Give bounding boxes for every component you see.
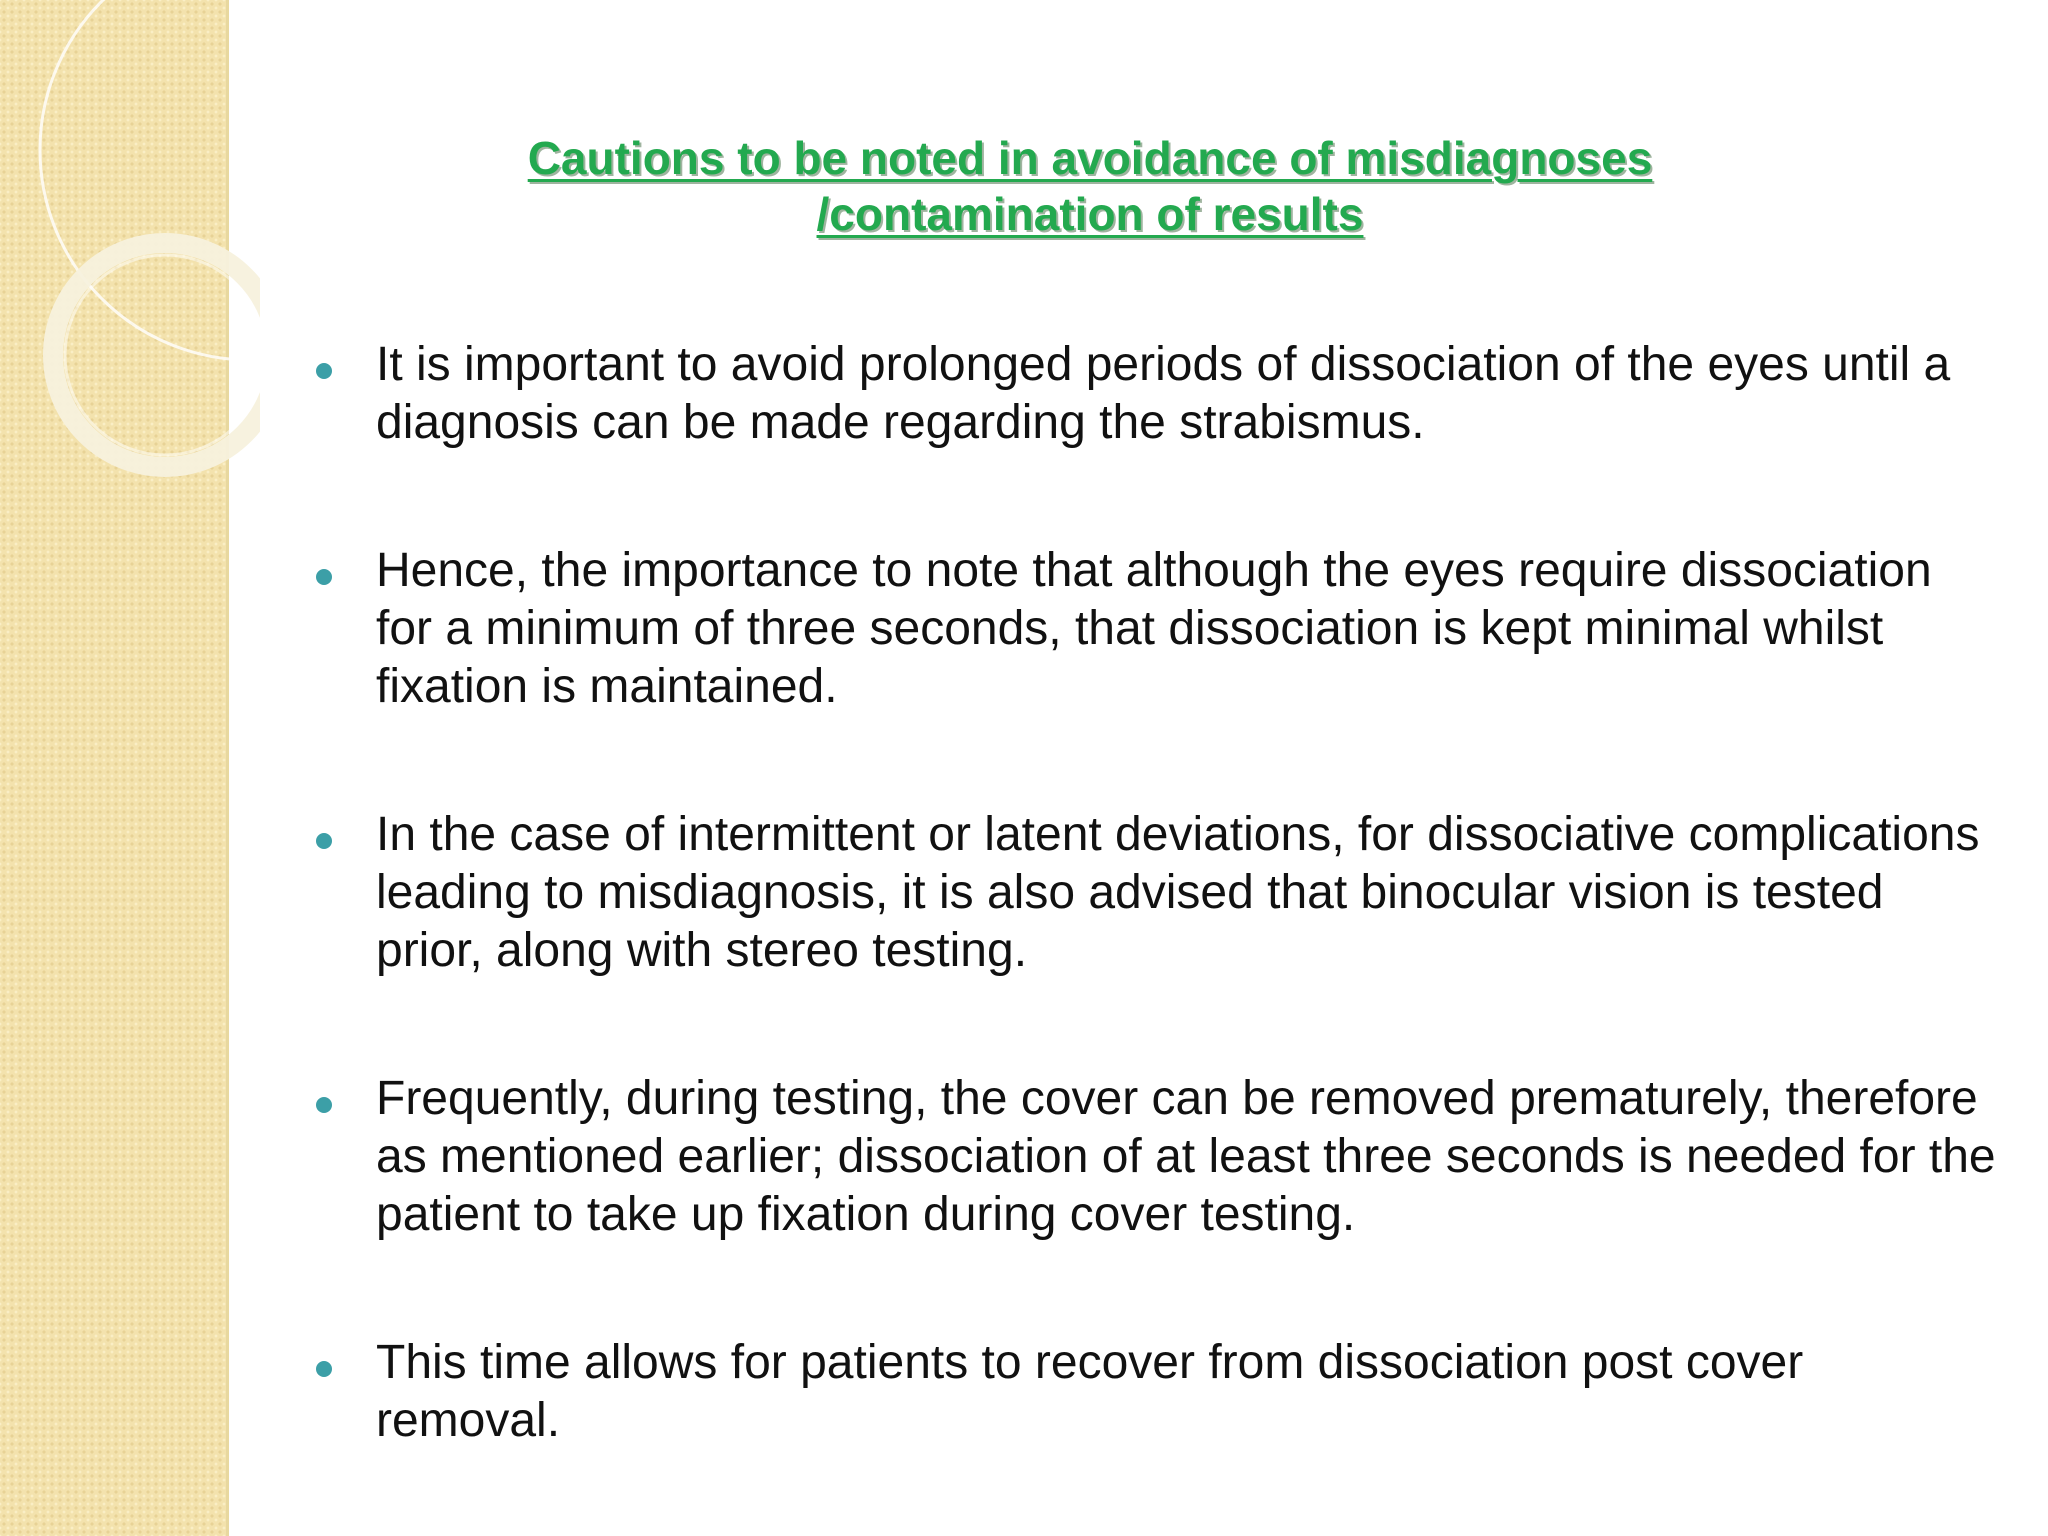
bullet-dot-icon (316, 1361, 332, 1377)
decorative-swirl-rings (0, 0, 260, 520)
bullet-dot-icon (316, 1097, 332, 1113)
bullet-item (316, 336, 1996, 452)
bullet-text: In the case of intermittent or latent deviations, for dissociative complications leading to misdiagnosis, it is also advised that binocular vision is tested prior, along with stereo testing. (376, 808, 1980, 977)
bullet-item (316, 542, 1996, 716)
bullet-item (316, 1334, 1996, 1450)
bullet-text: Frequently, during testing, the cover can be removed prematurely, therefore as mentioned earlier; dissociation of at least three seconds is needed for the patient to take up fixation during cover testing. (376, 1072, 1996, 1241)
bullet-item (316, 806, 1996, 980)
bullet-dot-icon (316, 569, 332, 585)
bullet-list (316, 336, 1996, 1536)
bullet-dot-icon (316, 833, 332, 849)
slide-title-line-1: Cautions to be noted in avoidance of misdiagnoses (527, 132, 1653, 184)
bullet-text: This time allows for patients to recover from dissociation post cover removal. (376, 1336, 1804, 1447)
bullet-item (316, 1070, 1996, 1244)
slide-title-line-2: /contamination of results (816, 188, 1364, 240)
bullet-dot-icon (316, 363, 332, 379)
slide-title (410, 130, 1770, 242)
bullet-text: Hence, the importance to note that although the eyes require dissociation for a minimum of three seconds, that dissociation is kept minimal whilst fixation is maintained. (376, 544, 1932, 713)
bullet-text: It is important to avoid prolonged periods of dissociation of the eyes until a diagnosis can be made regarding the strabismus. (376, 338, 1951, 449)
